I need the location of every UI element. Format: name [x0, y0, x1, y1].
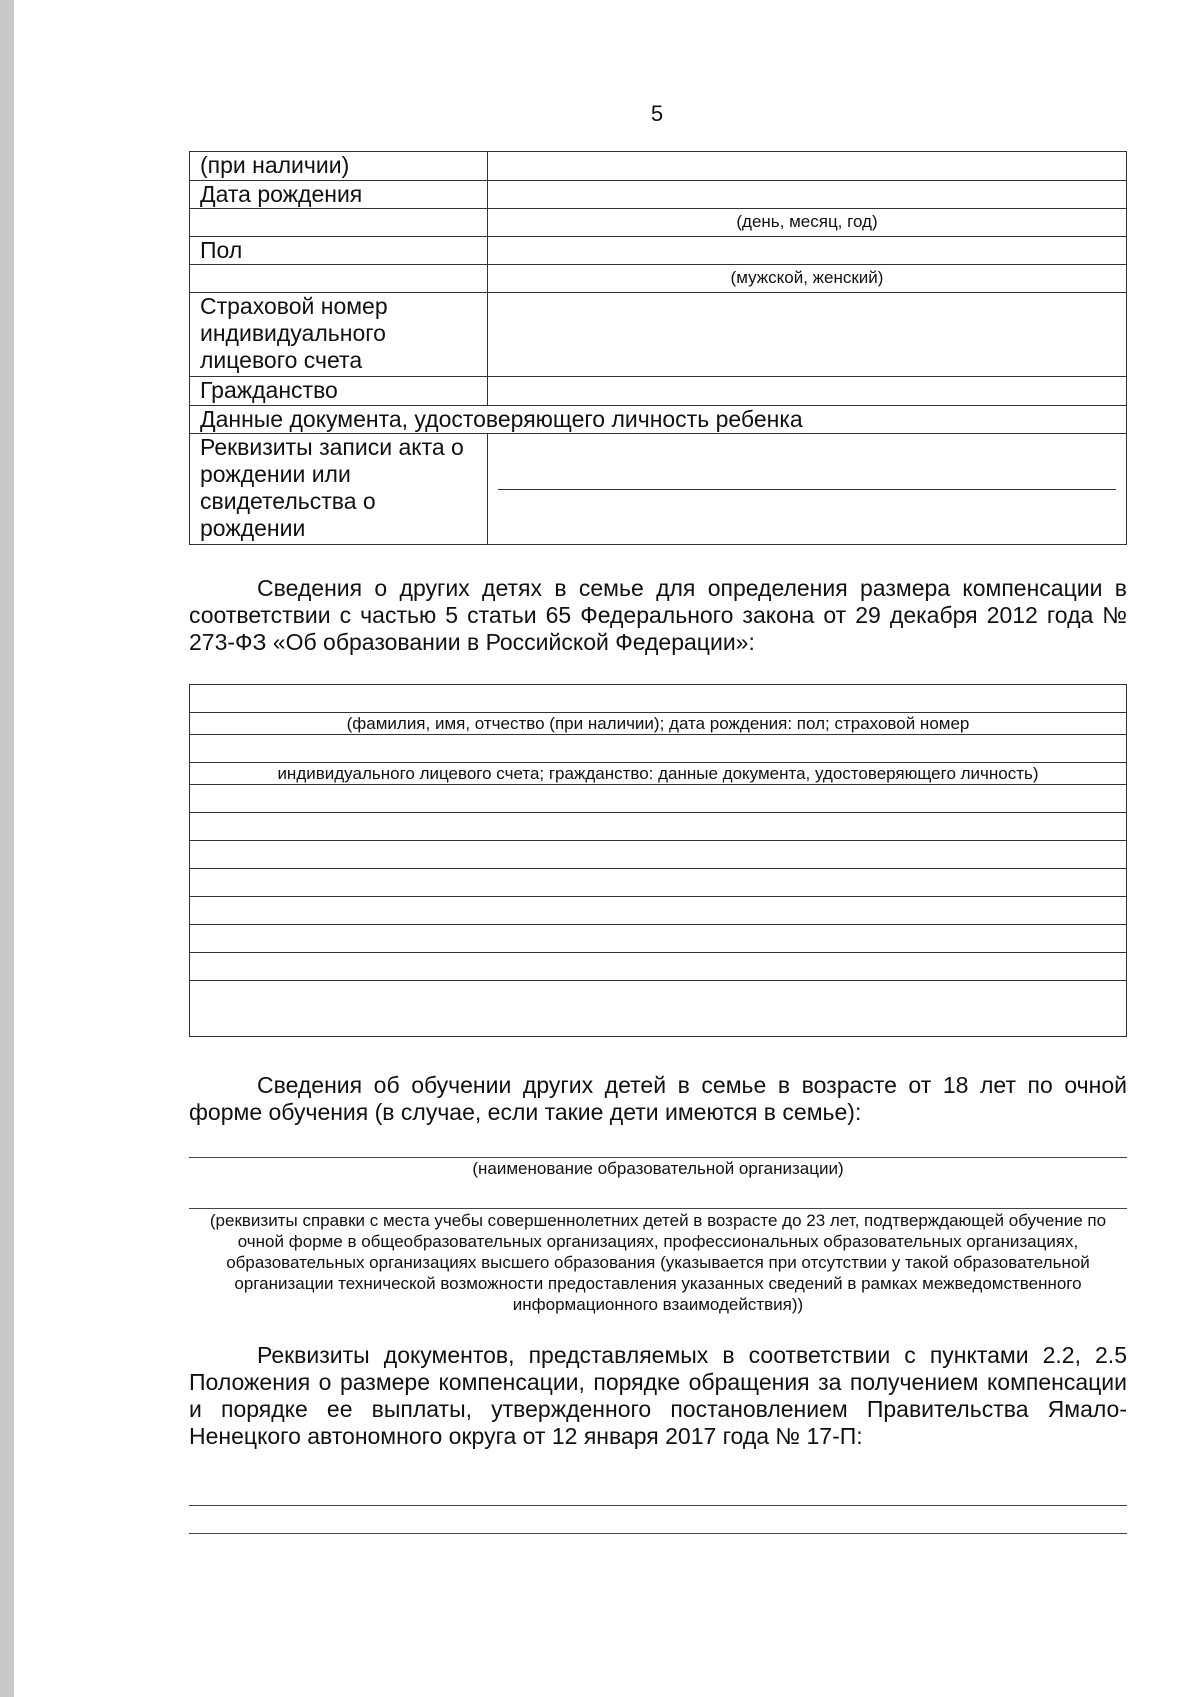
other-children-hint-2: индивидуального лицевого счета; гражданство: данные документа, удостоверяющего личность)	[190, 763, 1127, 785]
label-snils: Страховой номер индивидуального лицевого счета	[190, 293, 488, 377]
other-children-row[interactable]	[190, 925, 1127, 953]
certificate-line[interactable]	[189, 1208, 1127, 1209]
page-gutter	[0, 0, 14, 1697]
other-children-row[interactable]	[190, 685, 1127, 713]
gender-hint: (мужской, женский)	[488, 265, 1127, 293]
other-children-paragraph: Сведения о других детях в семье для определения размера компенсации в соответствии с частью 5 статьи 65 Федерального закона от 29 декабря 2012 года № 273-ФЗ «Об образовании в Российской Федерации»:	[189, 575, 1127, 655]
certificate-caption: (реквизиты справки с места учебы совершеннолетних детей в возрасте до 23 лет, подтверждающей обучение по очной форме в общеобразовательных организациях, профессиональных образовательных организациях, образовательных организациях высшего образования (указывается при отсутствии у такой образовательной организации технической возможности предоставления указанных сведений в рамках межведомственного информационного взаимодействия))	[209, 1211, 1107, 1314]
birth-date-field[interactable]	[488, 181, 1127, 209]
birth-record-underline	[498, 489, 1116, 490]
citizenship-field[interactable]	[488, 377, 1127, 406]
other-children-table	[189, 684, 1127, 1037]
documents-paragraph: Реквизиты документов, представляемых в соответствии с пунктами 2.2, 2.5 Положения о размере компенсации, порядке обращения за получением компенсации и порядке ее выплаты, утвержденного постановлением Правительства Ямало-Ненецкого автономного округа от 12 января 2017 года № 17-П:	[189, 1342, 1127, 1449]
other-children-row[interactable]	[190, 981, 1127, 1037]
birth-record-field[interactable]	[488, 434, 1127, 545]
label-citizenship: Гражданство	[190, 377, 488, 406]
other-children-row[interactable]	[190, 785, 1127, 813]
snils-field[interactable]	[488, 293, 1127, 377]
label-empty	[190, 209, 488, 237]
label-empty	[190, 265, 488, 293]
birth-date-hint: (день, месяц, год)	[488, 209, 1127, 237]
education-org-caption: (наименование образовательной организации)	[472, 1159, 844, 1178]
label-birth-record: Реквизиты записи акта о рождении или свидетельства о рождении	[190, 434, 488, 545]
other-children-row[interactable]	[190, 897, 1127, 925]
other-children-row[interactable]	[190, 869, 1127, 897]
gender-field[interactable]	[488, 237, 1127, 265]
label-identity-document: Данные документа, удостоверяющего личность ребенка	[190, 406, 1127, 434]
label-birth-date: Дата рождения	[190, 181, 488, 209]
documents-line-2[interactable]	[189, 1533, 1127, 1534]
label-gender: Пол	[190, 237, 488, 265]
child-data-table	[189, 151, 1127, 545]
other-children-row[interactable]	[190, 841, 1127, 869]
page-number: 5	[650, 101, 664, 126]
patronymic-field[interactable]	[488, 152, 1127, 181]
label-patronymic-note: (при наличии)	[190, 152, 488, 181]
education-paragraph: Сведения об обучении других детей в семье в возрасте от 18 лет по очной форме обучения (в случае, если такие дети имеются в семье):	[189, 1072, 1127, 1125]
other-children-row[interactable]	[190, 813, 1127, 841]
other-children-row[interactable]	[190, 953, 1127, 981]
documents-line-1[interactable]	[189, 1505, 1127, 1506]
other-children-row[interactable]	[190, 735, 1127, 763]
other-children-hint-1: (фамилия, имя, отчество (при наличии); дата рождения: пол; страховой номер	[190, 713, 1127, 735]
